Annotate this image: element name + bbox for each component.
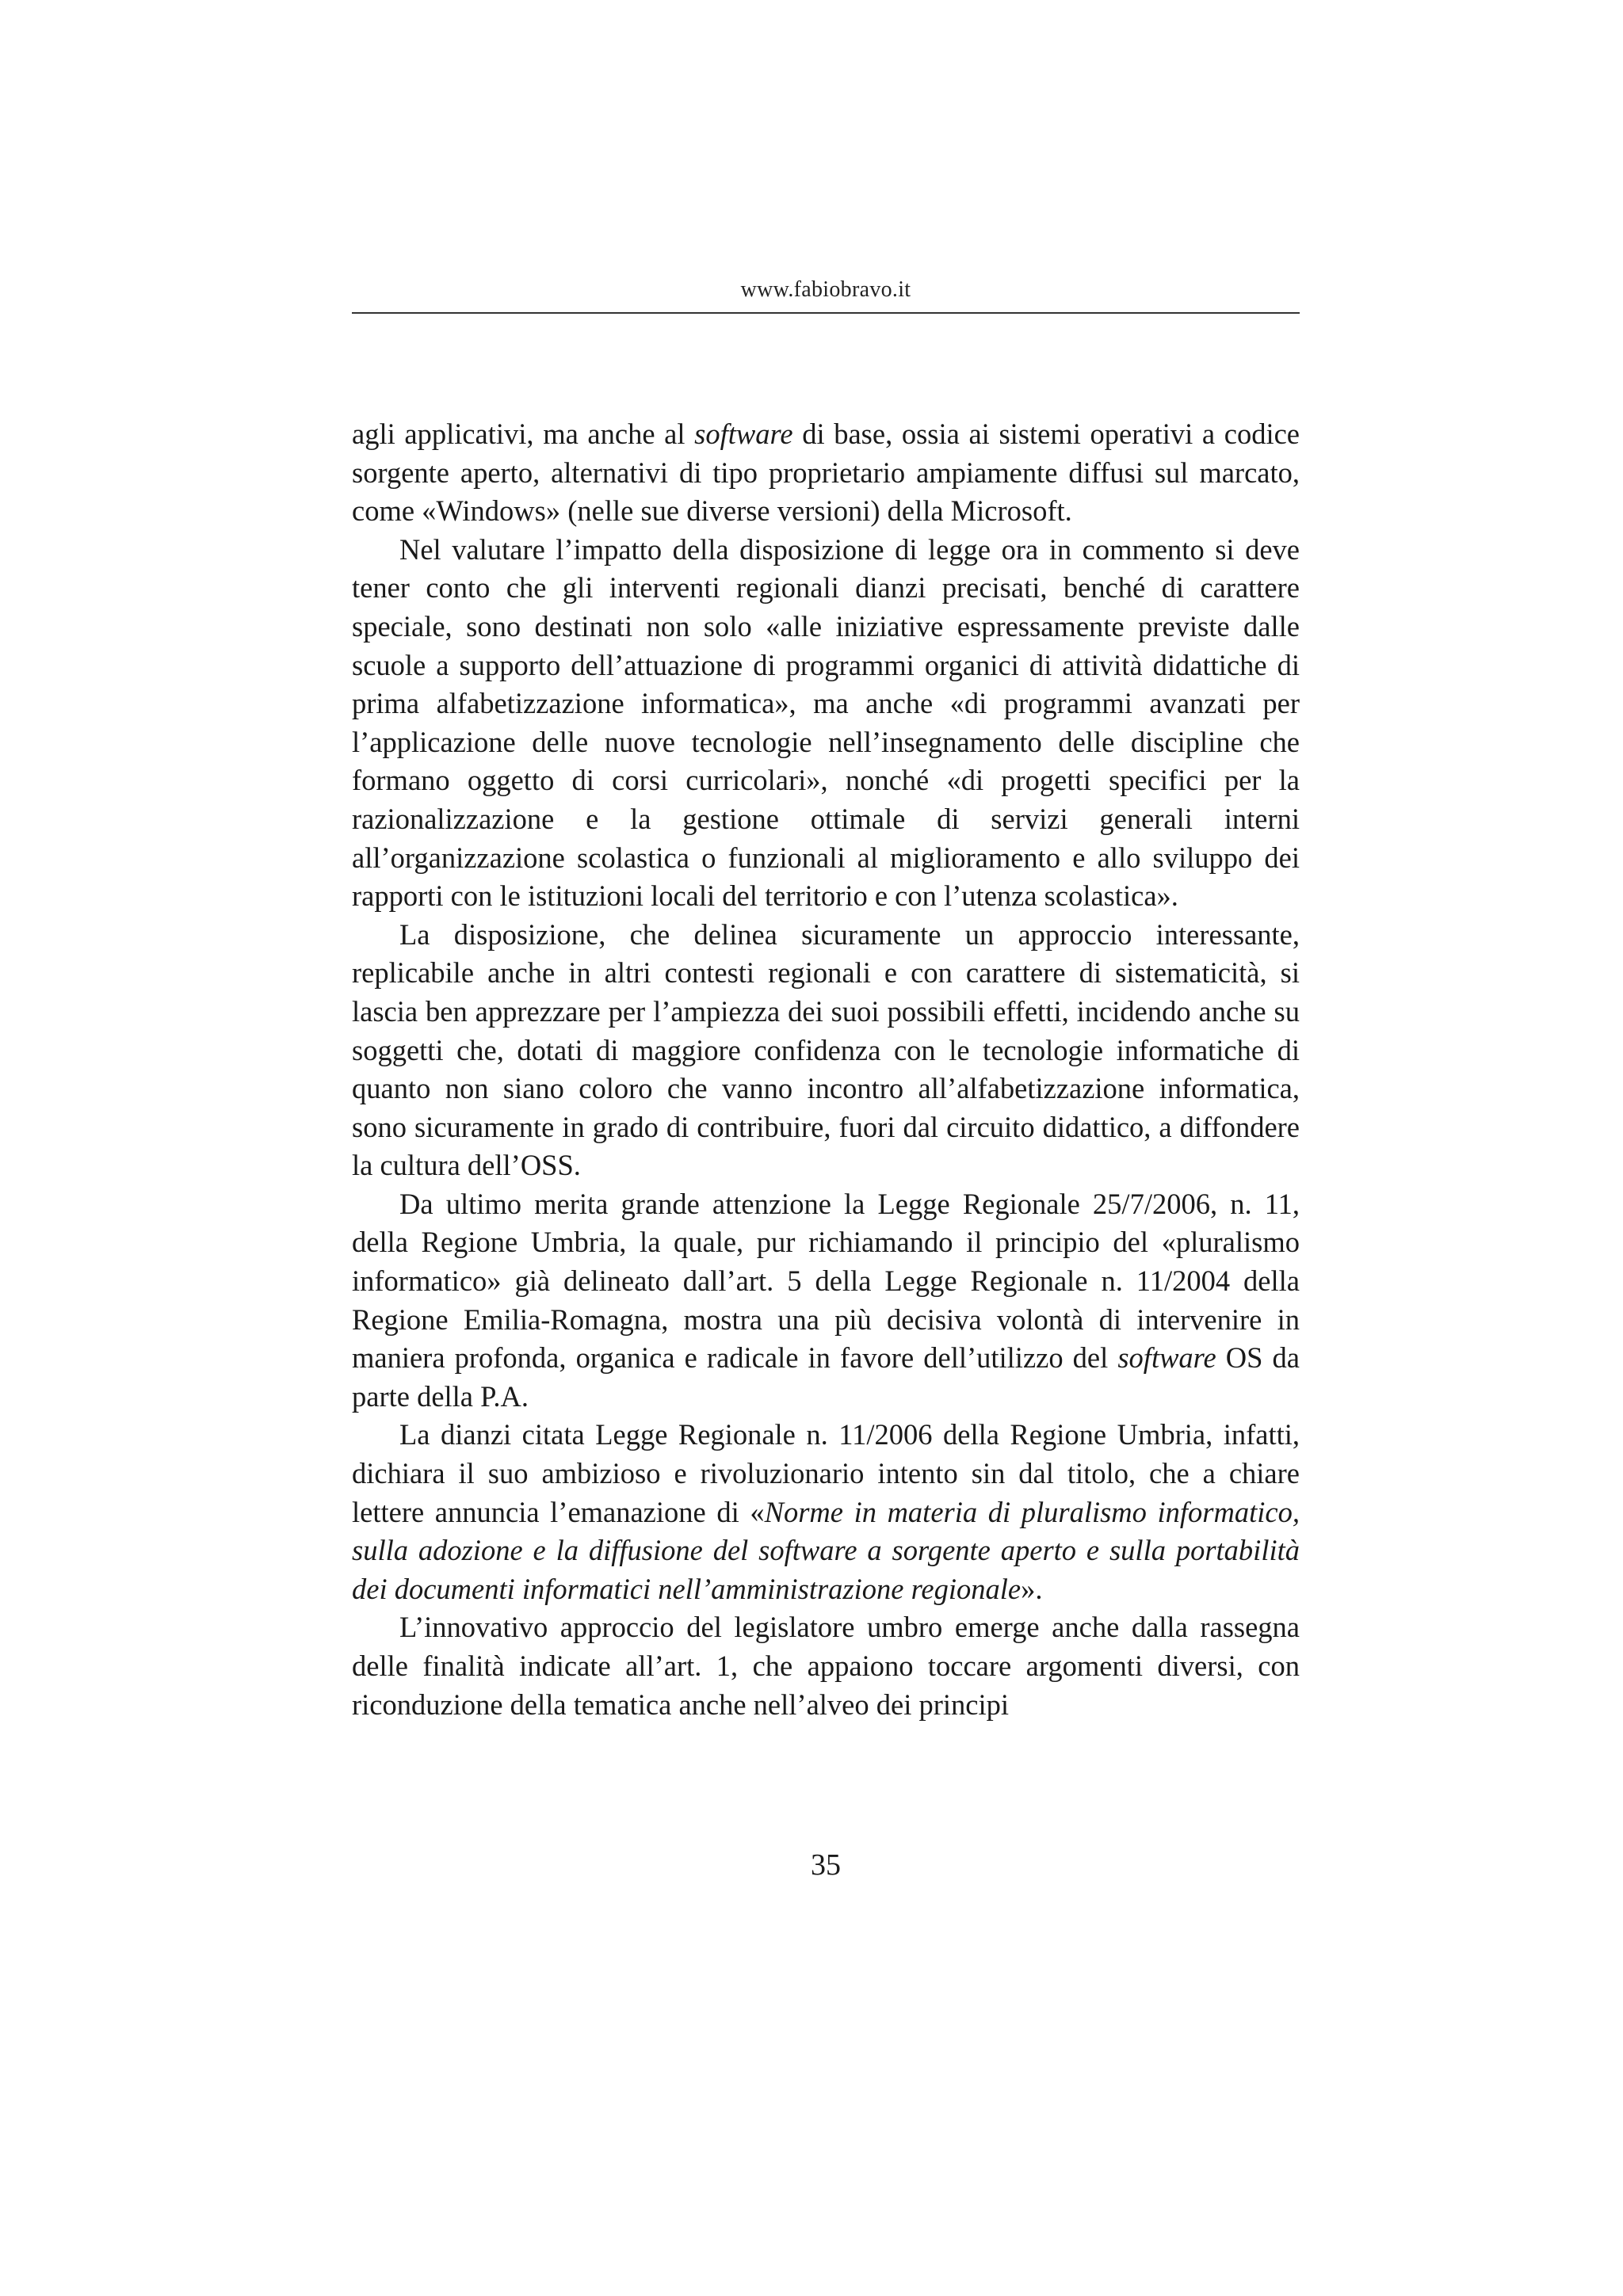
paragraph-5-part-a: La dianzi citata Legge Regionale n. 11/2006 della Regione Umbria, infatti, dichiara il suo ambizioso e rivoluzionario intento sin dal titolo, che a chiare lettere annuncia l’emanazione di « xyxy=(352,1418,1300,1528)
page-number: 35 xyxy=(811,1848,841,1882)
paragraph-5 xyxy=(352,1416,1300,1608)
paragraph-4-part-a: Da ultimo merita grande attenzione la Legge Regionale 25/7/2006, n. 11, della Regione Umbria, la quale, pur richiamando il principio del «pluralismo informatico» già delineato dall’art. 5 della Legge Regionale n. 11/2004 della Regione Emilia-Romagna, mostra una più decisiva volontà di intervenire in maniera profonda, organica e radicale in favore dell’utilizzo del xyxy=(352,1187,1300,1375)
paragraph-1-part-a: agli applicativi, ma anche al xyxy=(352,418,695,450)
paragraph-1 xyxy=(352,415,1300,531)
paragraph-4 xyxy=(352,1185,1300,1417)
paragraph-6: L’innovativo approccio del legislatore umbro emerge anche dalla rassegna delle finalità indicate all’art. 1, che appaiono toccare argomenti diversi, con riconduzione della tematica anche nell’alveo dei principi xyxy=(352,1611,1300,1721)
running-header-url: www.fabiobravo.it xyxy=(740,277,911,302)
header-divider xyxy=(352,312,1300,314)
paragraph-3: La disposizione, che delinea sicuramente un approccio interessante, replicabile anche in altri contesti regionali e con carattere di sistematicità, si lascia ben apprezzare per l’ampiezza dei suoi possibili effetti, incidendo anche su soggetti che, dotati di maggiore confidenza con le tecnologie informatiche di quanto non siano coloro che vanno incontro all’alfabetizzazione informatica, sono sicuramente in grado di contribuire, fuori dal circuito didattico, a diffondere la cultura dell’OSS. xyxy=(352,917,1300,1182)
paragraph-5-part-c: ». xyxy=(1021,1572,1043,1605)
paragraph-1-part-c: di base, ossia ai sistemi operativi a codice sorgente aperto, alternativi di tipo proprietario ampiamente diffusi sul marcato, come «Windows» (nelle sue diverse versioni) della Microsoft. xyxy=(352,418,1300,528)
paragraph-2: Nel valutare l’impatto della disposizione di legge ora in commento si deve tener conto che gli interventi regionali dianzi precisati, benché di carattere speciale, sono destinati non solo «alle iniziative espressamente previste dalle scuole a supporto dell’attuazione di programmi organici di attività didattiche di prima alfabetizzazione informatica», ma anche «di programmi avanzati per l’applicazione delle nuove tecnologie nell’insegnamento delle discipline che formano oggetto di corsi curricolari», nonché «di progetti specifici per la razionalizzazione e la gestione ottimale di servizi generali interni all’organizzazione scolastica o funzionali al miglioramento e allo sviluppo dei rapporti con le istituzioni locali del territorio e con l’utenza scolastica». xyxy=(352,532,1300,913)
paragraph-4-italic-term: software xyxy=(1117,1341,1216,1375)
body-text xyxy=(352,415,1300,1724)
paragraph-5-italic-law-title: Norme in materia di pluralismo informatico, sulla adozione e la diffusione del software a sorgente aperto e sulla portabilità dei documenti informatici nell’amministrazione regionale xyxy=(352,1495,1300,1605)
paragraph-1-italic-term: software xyxy=(694,418,793,450)
paragraph-4-part-c: OS da parte della P.A. xyxy=(352,1341,1300,1413)
